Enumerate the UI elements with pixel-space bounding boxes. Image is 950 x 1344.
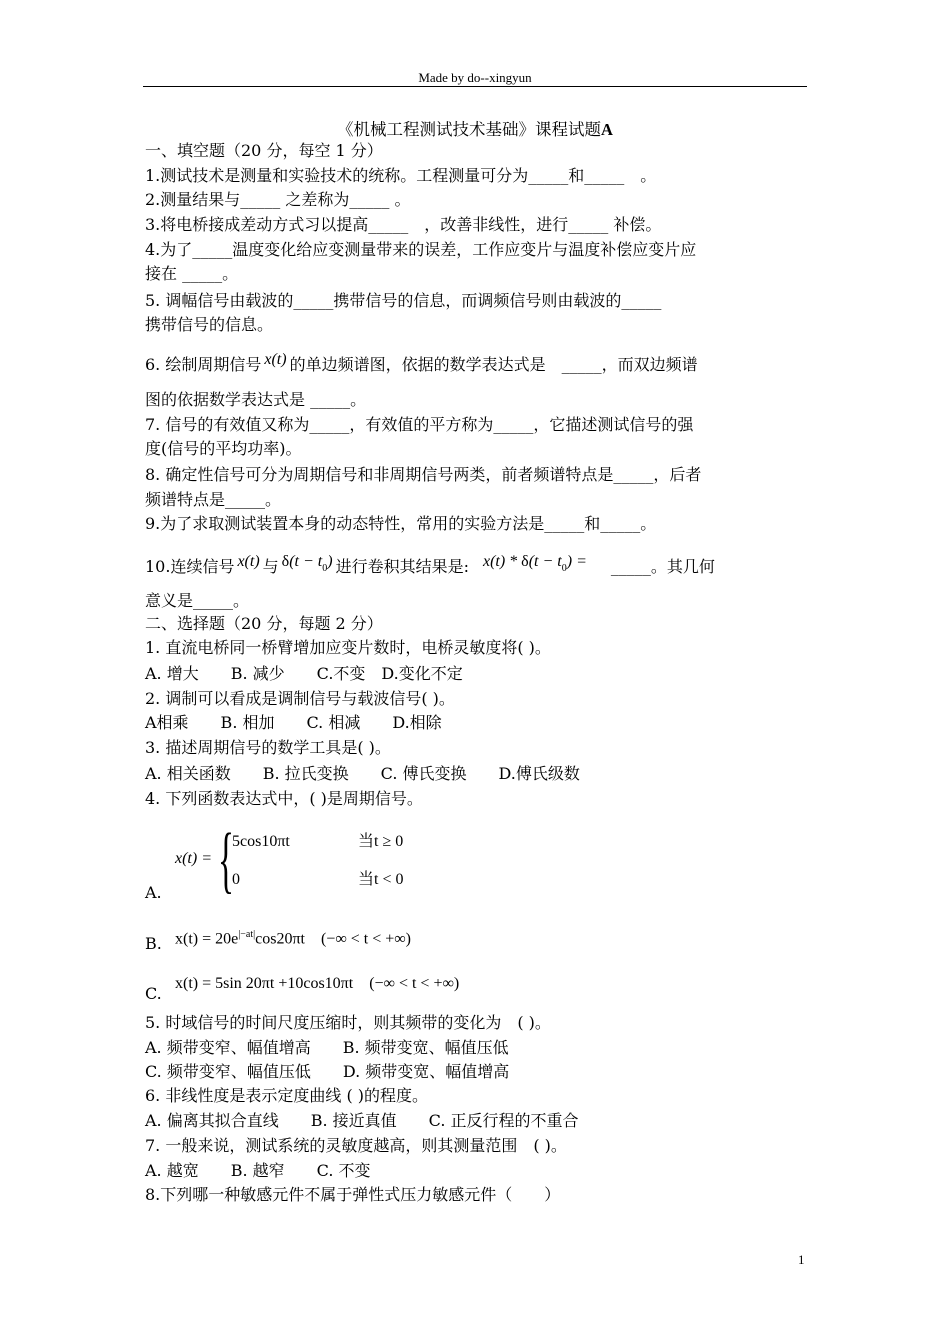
- mc4b-label: B.: [145, 934, 162, 953]
- header-rule: [143, 86, 807, 87]
- mc3-stem: 3. 描述周期信号的数学工具是( )。: [145, 738, 391, 757]
- page-number: 1: [798, 1252, 805, 1267]
- q10-and: 与: [262, 557, 279, 576]
- mc6-options: A. 偏离其拟合直线 B. 接近真值 C. 正反行程的不重合: [145, 1111, 579, 1130]
- mc1-stem: 1. 直流电桥同一桥臂增加应变片数时，电桥灵敏度将( )。: [145, 638, 551, 657]
- q10-prefix: 10.连续信号: [145, 557, 235, 576]
- mc3-options: A. 相关函数 B. 拉氏变换 C. 傅氏变换 D.傅氏级数: [145, 764, 580, 783]
- q10-signal-formula: x(t): [237, 553, 260, 570]
- page-header: Made by do--xingyun: [418, 70, 532, 85]
- mc4a-label: A.: [145, 883, 162, 902]
- q8-line1: 8. 确定性信号可分为周期信号和非周期信号两类，前者频谱特点是_____，后者: [145, 465, 702, 484]
- mc8-stem: 8.下列哪一种敏感元件不属于弹性式压力敏感元件（ ）: [145, 1185, 561, 1204]
- q7-line1: 7. 信号的有效值又称为_____，有效值的平方称为_____，它描述测试信号的强: [145, 415, 694, 434]
- mc2-options: A相乘 B. 相加 C. 相减 D.相除: [145, 713, 442, 732]
- mc1-options: A. 增大 B. 减少 C.不变 D.变化不定: [145, 664, 463, 683]
- q6-line1: [145, 351, 698, 376]
- mc4a-brace: {: [218, 819, 234, 901]
- q7-line2: 度(信号的平均功率)。: [145, 439, 302, 458]
- mc4-stem: 4. 下列函数表达式中，( )是周期信号。: [145, 789, 423, 808]
- mc4b-expr: x(t) = 20e: [175, 930, 239, 948]
- q10-line1: [145, 553, 715, 585]
- mc7-options: A. 越宽 B. 越窄 C. 不变: [145, 1161, 371, 1180]
- q8-line2: 频谱特点是_____。: [145, 490, 282, 509]
- q10-delta-formula: $\delta(t - t_0)$: [281, 553, 333, 574]
- q5-line1: 5. 调幅信号由载波的_____携带信号的信息，而调频信号则由载波的_____: [145, 291, 662, 310]
- mc4b-exponent: |−at|: [238, 929, 256, 940]
- q4-line2: 接在 _____。: [145, 264, 239, 283]
- mc4a-cond2: 当t < 0: [358, 871, 404, 888]
- q4-line1: 4.为了_____温度变化给应变测量带来的误差，工作应变片与温度补偿应变片应: [145, 240, 697, 259]
- q5-line2: 携带信号的信息。: [145, 315, 274, 334]
- mc4a-lhs: x(t) =: [175, 850, 212, 867]
- mc4a-case2: 0: [232, 871, 240, 888]
- mc4a-cond1: 当t ≥ 0: [358, 833, 404, 850]
- mc4c-label: C.: [145, 984, 162, 1003]
- q10-conv-text: 进行卷积其结果是:: [335, 557, 469, 576]
- q10-line2: 意义是_____。: [145, 591, 250, 610]
- q10-suffix: _____。其几何: [610, 557, 715, 576]
- q2-line: 2.测量结果与_____ 之差称为_____ 。: [145, 190, 411, 209]
- mc4a-case1: 5cos10πt: [232, 833, 290, 850]
- mc7-stem: 7. 一般来说，测试系统的灵敏度越高，则其测量范围 ( )。: [145, 1136, 567, 1155]
- q1-line: 1.测试技术是测量和实验技术的统称。工程测量可分为_____和_____ 。: [145, 166, 657, 185]
- q3-line: 3.将电桥接成差动方式习以提高_____ ，改善非线性，进行_____ 补偿。: [145, 215, 662, 234]
- mc4b-formula: [175, 925, 411, 949]
- q6-middle: 的单边频谱图，依据的数学表达式是 _____，而双边频谱: [289, 355, 698, 374]
- q6-signal-formula: x(t): [264, 351, 287, 368]
- mc4c-formula: x(t) = 5sin 20πt +10cos10πt (−∞ < t < +∞): [175, 975, 460, 992]
- mc4b-rest: cos20πt (−∞ < t < +∞): [255, 930, 411, 948]
- mc2-stem: 2. 调制可以看成是调制信号与载波信号( )。: [145, 689, 455, 708]
- q6-line2: 图的依据数学表达式是 _____。: [145, 390, 367, 409]
- q6-prefix: 6. 绘制周期信号: [145, 355, 262, 374]
- exam-title-letter: A: [601, 120, 613, 139]
- mc5-options-ab: A. 频带变窄、幅值增高 B. 频带变宽、幅值压低: [145, 1038, 509, 1057]
- mc6-stem: 6. 非线性度是表示定度曲线 ( )的程度。: [145, 1086, 429, 1105]
- q9-line: 9.为了求取测试装置本身的动态特性，常用的实验方法是_____和_____。: [145, 514, 657, 533]
- exam-title: [0, 116, 950, 140]
- exam-title-text: 《机械工程测试技术基础》课程试题: [337, 120, 602, 139]
- section1-heading: 一、填空题（20 分，每空 1 分）: [145, 141, 383, 160]
- mc5-stem: 5. 时域信号的时间尺度压缩时，则其频带的变化为 ( )。: [145, 1013, 551, 1032]
- section2-heading: 二、选择题（20 分，每题 2 分）: [145, 614, 383, 633]
- mc5-options-cd: C. 频带变窄、幅值压低 D. 频带变宽、幅值增高: [145, 1062, 510, 1081]
- q10-conv-formula: $x(t) * \delta(t - t_0)$ =: [482, 553, 587, 574]
